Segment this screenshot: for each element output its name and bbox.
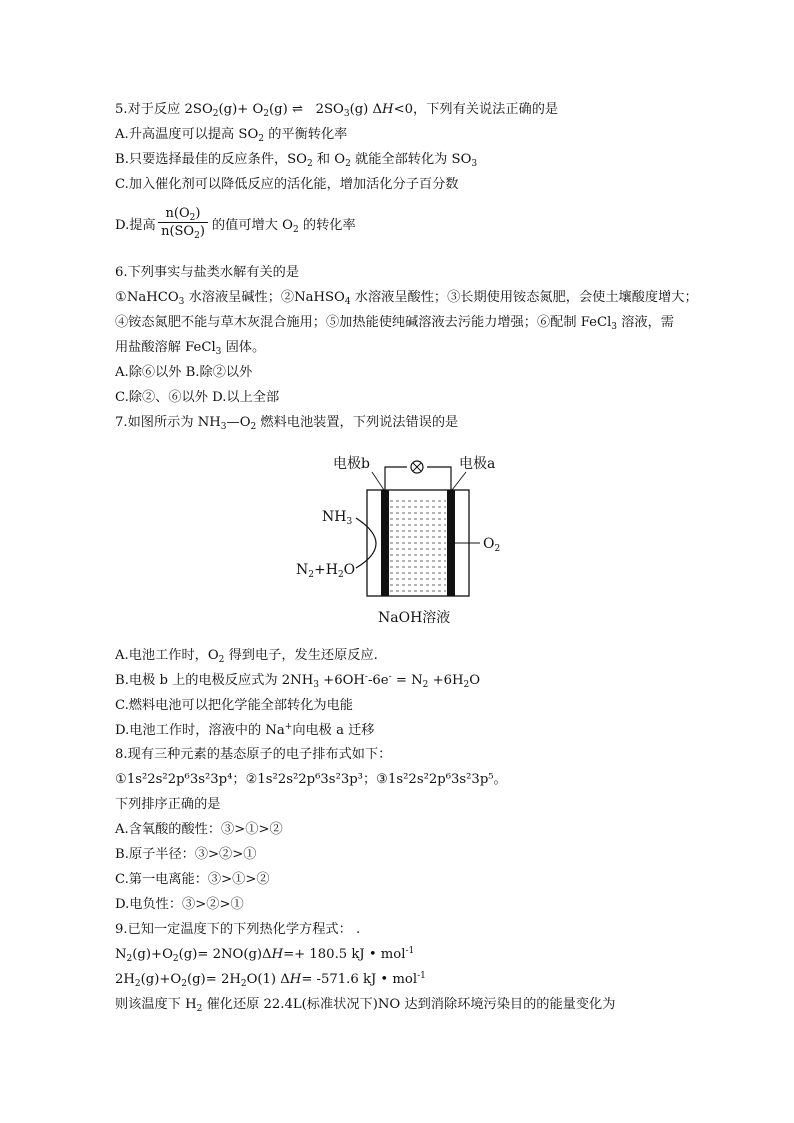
q6-options-ab: A.除⑥以外 B.除②以外: [115, 365, 253, 380]
q5-option-d-text: 的值可增大 $O_2$ 的转化率: [212, 218, 356, 235]
label-n2-h2o: $N_2+H_2O$: [296, 562, 356, 580]
fraction-denominator: $n(SO_2)$: [161, 224, 205, 241]
q7-option-d: D.电池工作时，溶液中的 Na+向电极 a 迁移: [115, 722, 375, 738]
q8-configurations: ①1s²2s²2p⁶3s²3p⁴；②1s²2s²2p⁶3s²3p³；③1s²2s²2p⁶3s²3p⁵。: [115, 772, 507, 787]
q5-option-a: A.升高温度可以提高 $SO_2$ 的平衡转化率: [115, 127, 348, 144]
label-naoh-solution: NaOH溶液: [378, 610, 451, 626]
q8-stem: 8.现有三种元素的基态原子的电子排布式如下：: [115, 747, 392, 762]
q8-option-c: C.第一电离能：③>①>②: [115, 872, 270, 887]
q6-options-cd: C.除②、⑥以外 D.以上全部: [115, 390, 280, 405]
equilibrium-arrow-icon: ⇌: [291, 102, 304, 117]
q5-option-c: C.加入催化剂可以降低反应的活化能，增加活化分子百分数: [115, 177, 459, 192]
q8-option-a: A.含氧酸的酸性：③>①>②: [115, 822, 283, 837]
electrode-a-leader: [452, 472, 466, 490]
label-electrode-a: 电极a: [459, 456, 496, 472]
q9-equation-1: $N_2(g)+O_2(g)= 2NO(g)\Delta H=+ 180.5$ kJ • mol$^{-1}$: [115, 946, 415, 964]
q6-fact-line-2: ④铵态氮肥不能与草木灰混合施用；⑤加热能使纯碱溶液去污能力增强；⑥配制 FeCl$_3$ 溶液，需: [115, 315, 674, 332]
q8-ask: 下列排序正确的是: [115, 797, 221, 812]
circuit-wire: [385, 467, 407, 490]
q5-option-b: B.只要选择最佳的反应条件，$SO_2$ 和 $O_2$ 就能全部转化为 $SO_3$: [115, 152, 478, 169]
q7-option-a: A.电池工作时，$O_2$ 得到电子，发生还原反应.: [115, 648, 378, 665]
q7-option-b: B.电极 b 上的电极反应式为 $2NH_3 +6OH^--6e^- = N_2 +6H_2O$: [115, 672, 481, 690]
q8-option-d: D.电负性：③>②>①: [115, 897, 244, 912]
q6-fact-line-3: 用盐酸溶解 FeCl$_3$ 固体。: [115, 340, 266, 357]
q9-question: 则该温度下 $H_2$ 催化还原 22.4L(标准状况下)NO 达到消除环境污染目的的能量变化为: [115, 997, 616, 1014]
q9-stem: 9.已知一定温度下的下列热化学方程式： .: [115, 922, 361, 937]
electrode-a: [447, 490, 455, 596]
q8-option-b: B.原子半径：③>②>①: [115, 847, 257, 862]
q5-option-d-label: D.提高: [115, 218, 156, 233]
label-nh3: $NH_3$: [322, 509, 353, 527]
q9-equation-2: $2H_2(g)+O_2(g)= 2H_2O(1)$ ΔH= -571.6 kJ • mol$^{-1}$: [115, 971, 426, 989]
electrode-b: [381, 490, 389, 596]
label-electrode-b: 电极b: [333, 456, 370, 472]
lamp-icon: [411, 461, 423, 473]
q6-fact-line-1: ①NaHCO$_3$ 水溶液呈碱性；②NaHSO$_4$ 水溶液呈酸性；③长期使用铵态氮肥，会使土壤酸度增大；: [115, 290, 698, 307]
fraction-numerator: $n(O_2)$: [158, 206, 208, 223]
nh3-flow-arc: [356, 518, 376, 568]
q6-stem: 6.下列事实与盐类水解有关的是: [115, 265, 300, 280]
q7-stem: 7.如图所示为 $NH_3—O_2$ 燃料电池装置，下列说法错误的是: [115, 415, 459, 432]
electrolyte-solution: [390, 496, 446, 596]
q7-option-c: C.燃料电池可以把化学能全部转化为电能: [115, 698, 353, 713]
circuit-wire-right: [427, 467, 451, 490]
label-o2: $O_2$: [483, 536, 501, 554]
electrode-b-leader: [372, 472, 384, 490]
q5-stem: 5.对于反应 $2SO_2(g)+ O_2(g)$ ⇌ $2SO_3(g)$ ΔH<0，下列有关说法正确的是: [115, 102, 559, 119]
